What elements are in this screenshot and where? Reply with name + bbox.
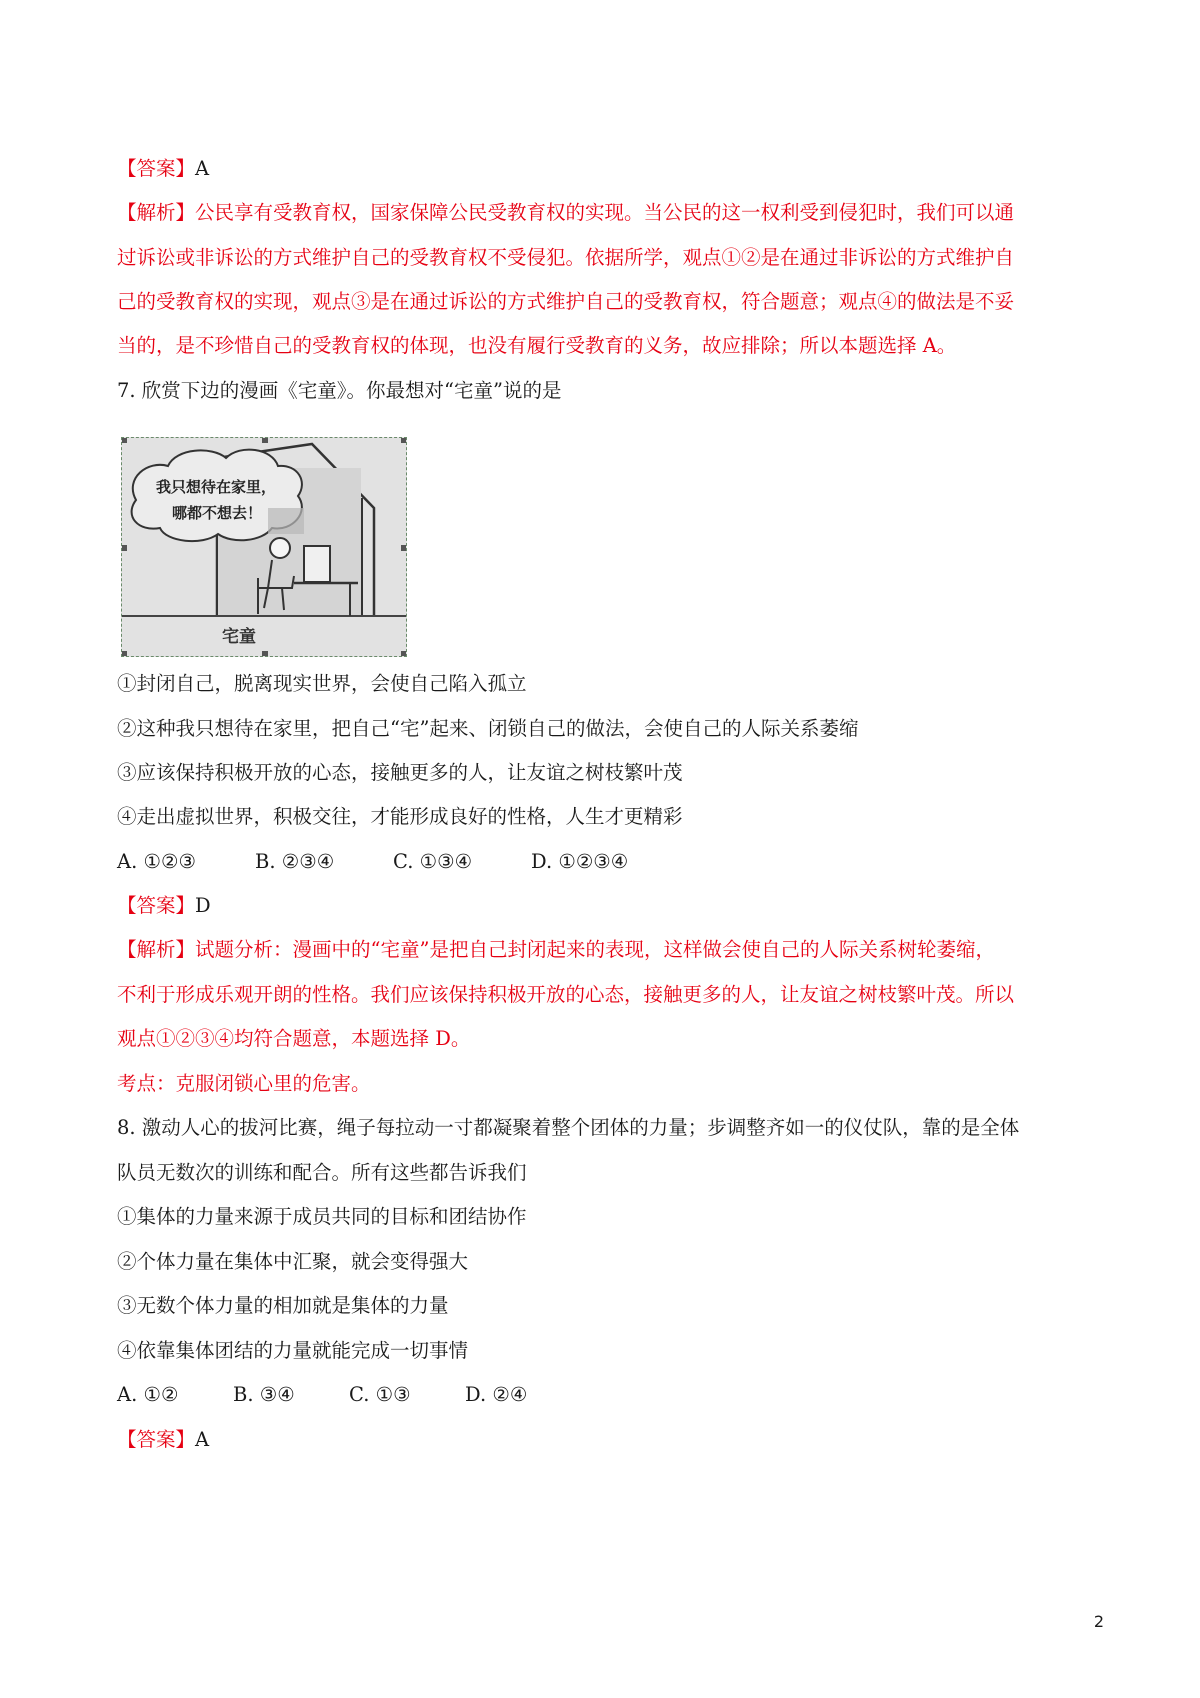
q8-options	[117, 1380, 527, 1410]
option-b: B. ③④	[233, 1383, 295, 1406]
q7-stem: 7. 欣赏下边的漫画《宅童》。你最想对“宅童”说的是	[117, 379, 562, 402]
q7-item-2: ②这种我只想待在家里，把自己“宅”起来、闭锁自己的做法，会使自己的人际关系萎缩	[117, 717, 859, 740]
q8-stem-line-2: 队员无数次的训练和配合。所有这些都告诉我们	[117, 1161, 527, 1184]
q8-answer	[117, 1425, 209, 1455]
analysis-text: 公民享有受教育权，国家保障公民受教育权的实现。当公民的这一权利受到侵犯时，我们可以通	[195, 201, 1015, 224]
analysis-tag: 【解析】	[117, 938, 196, 961]
resize-handle	[401, 651, 407, 657]
q8-item-2: ②个体力量在集体中汇聚，就会变得强大	[117, 1250, 469, 1273]
answer-tag: 【答案】	[117, 894, 196, 917]
option-a: A. ①②③	[117, 850, 196, 873]
bubble-text-2: 哪都不想去！	[172, 504, 263, 522]
cartoon-caption: 宅童	[222, 627, 256, 647]
option-c: C. ①③	[349, 1383, 411, 1406]
cartoon-illustration	[122, 438, 407, 657]
resize-handle	[401, 437, 407, 443]
analysis-text: 试题分析：漫画中的“宅童”是把自己封闭起来的表现，这样做会使自己的人际关系树轮萎缩，	[195, 938, 995, 961]
q8-item-4: ④依靠集体团结的力量就能完成一切事情	[117, 1339, 469, 1362]
answer-tag: 【答案】	[117, 1428, 196, 1451]
q8-stem-line-1: 8. 激动人心的拔河比赛，绳子每拉动一寸都凝聚着整个团体的力量；步调整齐如一的仪仗队，靠的是全体	[117, 1116, 1020, 1139]
q6-analysis-line-1	[117, 198, 1014, 228]
q7-options	[117, 847, 628, 877]
q6-analysis-line-4: 当的，是不珍惜自己的受教育权的体现，也没有履行受教育的义务，故应排除；所以本题选择 A。	[117, 334, 957, 357]
q7-analysis-line-3: 观点①②③④均符合题意，本题选择 D。	[117, 1027, 471, 1050]
analysis-tag: 【解析】	[117, 201, 196, 224]
answer-value: A	[195, 157, 210, 180]
option-d: D. ①②③④	[531, 850, 629, 873]
answer-tag: 【答案】	[117, 157, 196, 180]
resize-handle	[262, 651, 268, 657]
q7-analysis-line-2: 不利于形成乐观开朗的性格。我们应该保持积极开放的心态，接触更多的人，让友谊之树枝繁叶茂。所以	[117, 983, 1015, 1006]
option-c: C. ①③④	[393, 850, 473, 873]
q6-analysis-line-2: 过诉讼或非诉讼的方式维护自己的受教育权不受侵犯。依据所学，观点①②是在通过非诉讼的方式维护自	[117, 246, 1015, 269]
option-d: D. ②④	[465, 1383, 528, 1406]
bubble-text-1: 我只想待在家里，	[156, 478, 277, 496]
q8-item-1: ①集体的力量来源于成员共同的目标和团结协作	[117, 1205, 527, 1228]
cartoon-image	[121, 437, 407, 657]
q8-item-3: ③无数个体力量的相加就是集体的力量	[117, 1294, 449, 1317]
resize-handle	[121, 545, 127, 551]
q7-kaodian: 考点：克服闭锁心里的危害。	[117, 1072, 371, 1095]
resize-handle	[121, 437, 127, 443]
q6-answer	[117, 154, 209, 184]
resize-handle	[121, 651, 127, 657]
q7-answer	[117, 891, 211, 921]
q7-item-4: ④走出虚拟世界，积极交往，才能形成良好的性格，人生才更精彩	[117, 805, 683, 828]
answer-value: D	[195, 894, 211, 917]
resize-handle	[401, 545, 407, 551]
q7-item-3: ③应该保持积极开放的心态，接触更多的人，让友谊之树枝繁叶茂	[117, 761, 683, 784]
q6-analysis-line-3: 己的受教育权的实现，观点③是在通过诉讼的方式维护自己的受教育权，符合题意；观点④的做法是不妥	[117, 290, 1015, 313]
q7-item-1: ①封闭自己，脱离现实世界，会使自己陷入孤立	[117, 672, 527, 695]
q7-analysis-line-1	[117, 935, 995, 965]
option-a: A. ①②	[117, 1383, 179, 1406]
resize-handle	[262, 437, 268, 443]
option-b: B. ②③④	[255, 850, 335, 873]
answer-value: A	[195, 1428, 210, 1451]
page-number: 2	[1093, 1612, 1104, 1631]
